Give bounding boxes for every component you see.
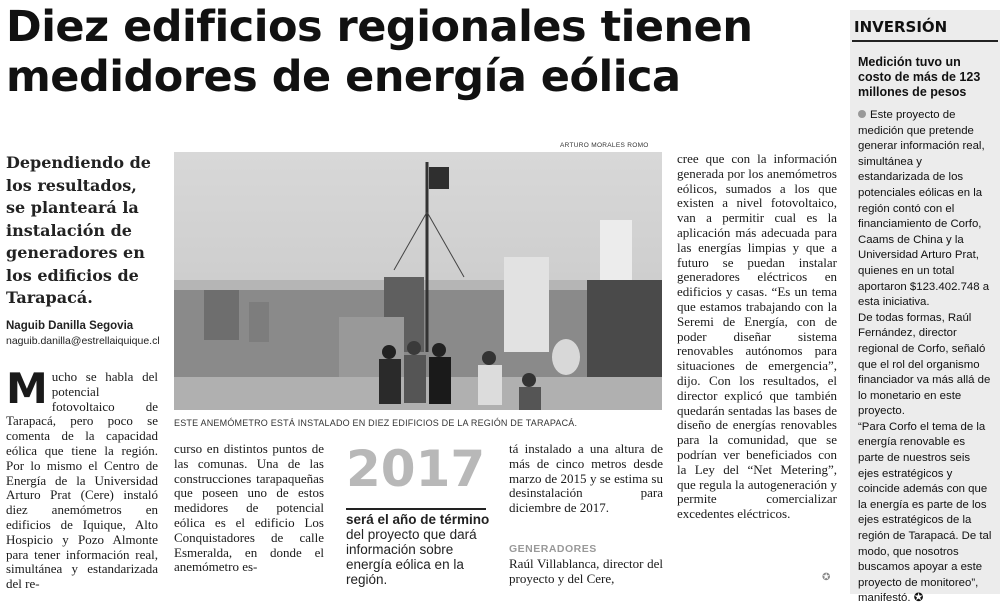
headline-line-2: medidores de energía eólica	[6, 52, 681, 102]
pullquote-text	[346, 512, 496, 587]
sidebar-paragraph-1: Este proyecto de medición que pretende generar información real, simultánea y estandarizada de los potenciales eólicas en la región contó con el financiamiento de Corfo, Caams de China y la Universidad Arturo Prat, quienes en un total aportaron $123.402.748 a esta iniciativa.	[858, 109, 990, 309]
article-deck: Dependiendo de los resultados, se planteará la instalación de generadores en los edificios de Tarapacá.	[6, 153, 151, 307]
byline-email: naguib.danilla@estrellaiquique.cl	[6, 335, 160, 347]
pullquote-rest: del proyecto que dará información sobre energía eólica en la región.	[346, 527, 477, 587]
article-column-3b: Raúl Villablanca, director del proyecto y del Cere,	[509, 556, 663, 586]
article-end-icon: ✪	[822, 572, 831, 583]
sidebar-headline: Medición tuvo un costo de más de 123 millones de pesos	[858, 55, 981, 99]
headline-line-1: Diez edificios regionales tienen	[6, 2, 753, 52]
column-1-text: ucho se habla del potencial fotovoltaico de Tarapacá, pero poco se comenta de la capacidad eólica que tiene la región. Por lo mismo el Centro de Energía de la Universidad Arturo Prat (Cere) instaló diez anemómetros en edificios de Iquique, Alto Hospicio y Pozo Almonte para tener información real, simultánea y estandarizada del re-	[6, 369, 158, 592]
article-column-4: cree que con la información generada por los anemómetros eólicos, sumados a los que existen a nivel fotovoltaico, van a permitir cual es la aplicación más adecuada para las energías limpias y que a futuro se puedan instalar generadores eléctricos en edificios y casas. “Es un tema que estamos trabajando con la Seremi de Energía, con de poder diseñar sistema renovables autónomos para situaciones de emergencia”, dijo. Con los resultados, el director explicó que también quedarán sentadas las bases de diseño de energías renovables para la comunidad, que se podrían ver beneficiados con la Ley del “Net Metering”, que regula la autogeneración y permite comercializar excedentes eléctricos.	[677, 151, 837, 522]
article-subhead: GENERADORES	[509, 543, 597, 555]
pullquote-divider	[346, 508, 486, 510]
bullet-icon	[858, 110, 866, 118]
article-column-3: tá instalado a una altura de más de cinco metros desde marzo de 2015 y se estima su desinstalación para diciembre de 2017.	[509, 441, 663, 516]
drop-cap: M	[6, 364, 48, 413]
photo-caption: ESTE ANEMÓMETRO ESTÁ INSTALADO EN DIEZ EDIFICIOS DE LA REGIÓN DE TARAPACÁ.	[174, 418, 578, 428]
sidebar-divider	[852, 40, 998, 42]
article-photo	[174, 152, 662, 410]
sidebar-paragraph-3: “Para Corfo el tema de la energía renovable es parte de nuestros seis ejes estratégicos y coincide además con que la energía es parte de los ejes estratégicos de la región de Tarapacá. De tal modo, que nosotros buscamos apoyar a este proyecto de monitoreo”, manifestó.	[858, 420, 992, 605]
photo-credit: ARTURO MORALES ROMO	[560, 142, 649, 149]
article-column-2: curso en distintos puntos de las comunas. Una de las construcciones tarapaqueñas que poseen uno de estos medidores de potencial eólica es el edificio Los Conquistadores de calle Esmeralda, en donde el anemómetro es-	[174, 441, 324, 575]
article-headline	[6, 2, 836, 102]
article-column-1	[6, 364, 158, 592]
pullquote-number: 2017	[346, 440, 486, 498]
sidebar-section-title: INVERSIÓN	[854, 18, 948, 36]
city-rooftop-anemometer-illustration	[174, 152, 662, 410]
sidebar-end-icon: ✪	[913, 592, 924, 605]
pullquote-bold: será el año de término	[346, 512, 490, 527]
byline-author: Naguib Danilla Segovia	[6, 320, 134, 332]
sidebar-body	[858, 108, 994, 607]
sidebar-paragraph-2: De todas formas, Raúl Fernández, director regional de Corfo, señaló que el rol del organismo financiador va más allá de lo monetario en este proyecto.	[858, 311, 991, 418]
